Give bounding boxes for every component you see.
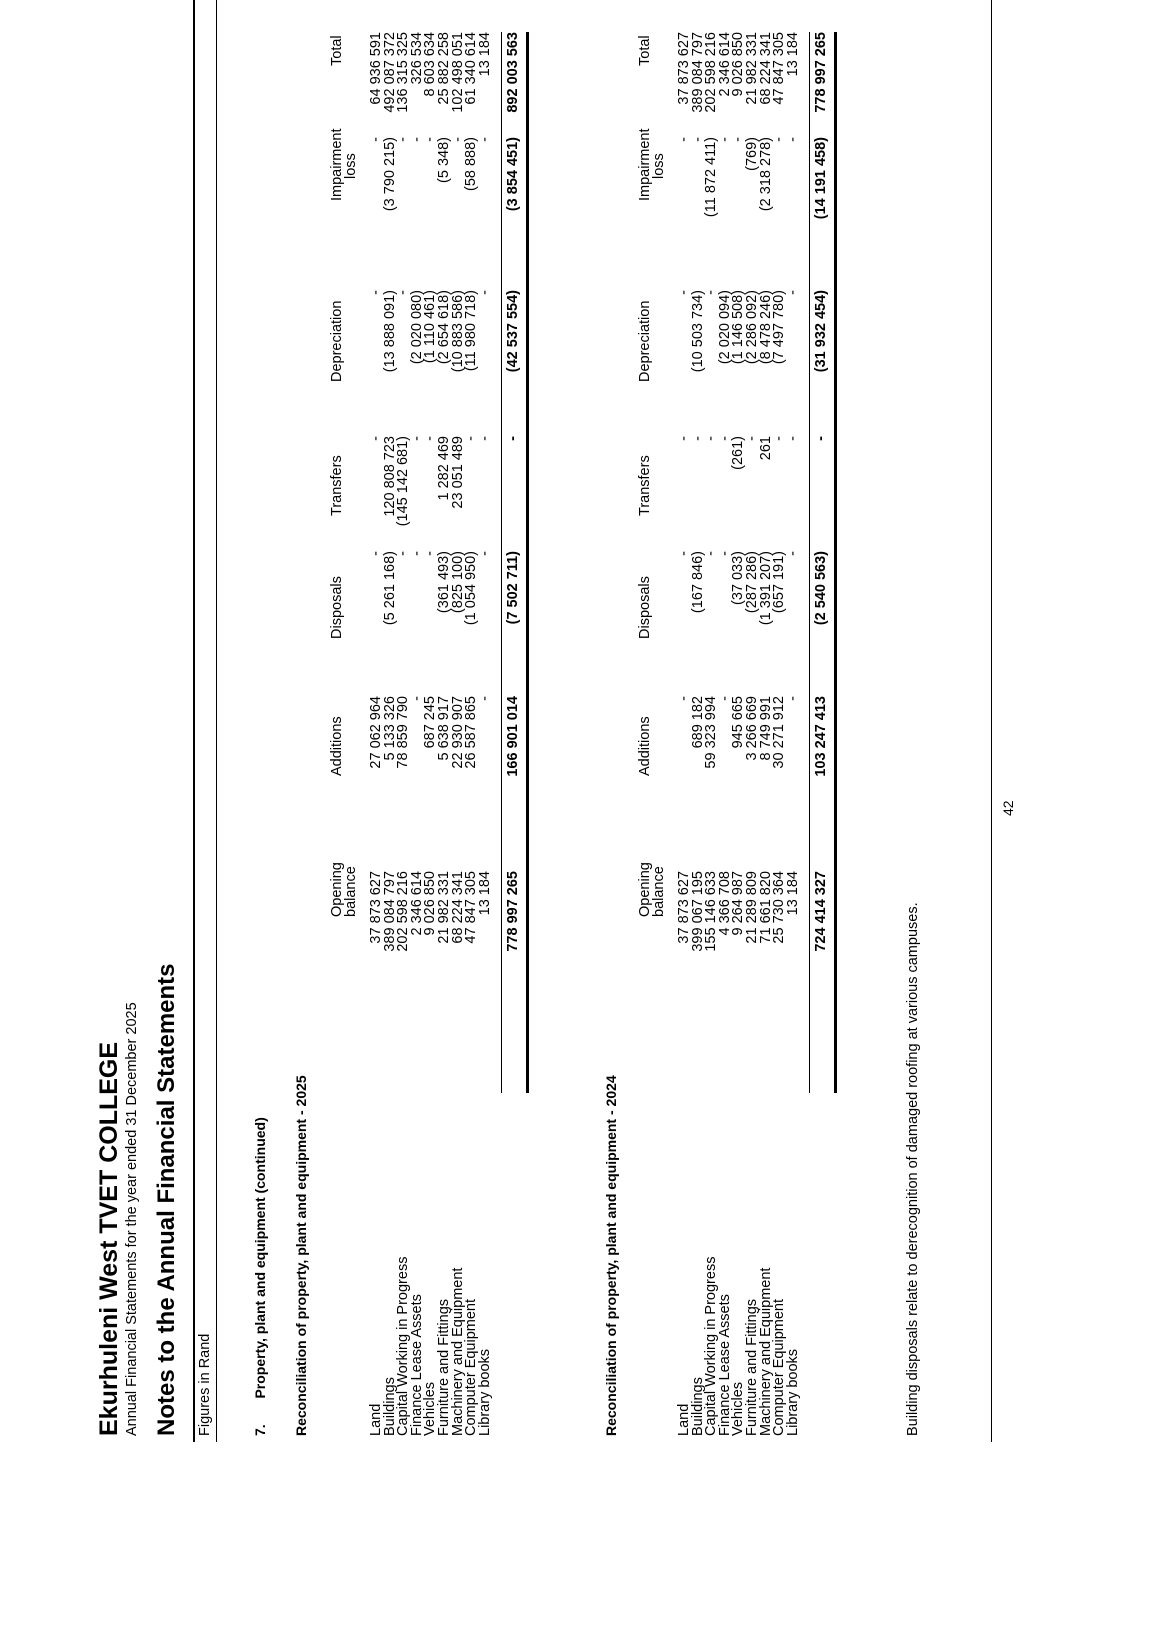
cell-depreciation: (1 146 508) (730, 290, 747, 365)
row-label: Computer Equipment (771, 1298, 788, 1436)
cell-depreciation: - (368, 290, 384, 295)
cell-impairment-loss: - (771, 137, 788, 142)
cell-disposals: (657 191) (771, 551, 788, 614)
col-header-opening-balance: Opening balance (637, 862, 667, 917)
footer-rule (991, 0, 992, 1442)
cell-impairment-loss: - (689, 137, 706, 142)
cell-transfers: - (368, 436, 384, 441)
cell-additions: - (408, 696, 425, 701)
cell-opening-balance: 399 067 195 (689, 871, 706, 952)
total-impairment-loss: (14 191 458) (813, 137, 830, 220)
page-title: Notes to the Annual Financial Statements (153, 963, 180, 1436)
cell-additions: - (676, 696, 692, 701)
cell-depreciation: (1 110 461) (422, 290, 439, 364)
header-rule (193, 0, 195, 1442)
row-label: Buildings (689, 1377, 706, 1436)
cell-disposals: (167 846) (689, 551, 706, 614)
cell-additions: - (476, 696, 493, 701)
col-header-disposals: Disposals (329, 576, 345, 639)
cell-transfers: 23 051 489 (449, 436, 466, 509)
cell-impairment-loss: (11 872 411) (703, 137, 720, 218)
row-label: Capital Working in Progress (703, 1256, 720, 1436)
cell-impairment-loss: - (676, 137, 692, 142)
total-total: 778 997 265 (813, 32, 830, 113)
cell-opening-balance: 13 184 (476, 871, 493, 916)
cell-additions: 945 665 (730, 696, 747, 749)
cell-total: 2 346 614 (716, 32, 733, 97)
cell-additions: 26 587 865 (463, 696, 480, 769)
total-rule-bottom (834, 32, 837, 1093)
page-number: 42 (1000, 800, 1016, 816)
cell-depreciation: - (395, 290, 412, 295)
cell-total: 64 936 591 (368, 32, 384, 105)
cell-impairment-loss: - (476, 137, 493, 142)
cell-opening-balance: 21 982 331 (436, 871, 452, 944)
cell-transfers: (261) (730, 436, 747, 470)
cell-depreciation: (8 478 246) (757, 290, 774, 365)
cell-transfers: - (784, 436, 801, 441)
cell-additions: 22 930 907 (449, 696, 466, 769)
cell-impairment-loss: - (730, 137, 747, 142)
col-header-opening-balance: Opening balance (329, 862, 359, 917)
cell-total: 492 087 372 (381, 32, 398, 113)
row-label: Machinery and Equipment (757, 1267, 774, 1436)
cell-transfers: - (463, 436, 480, 441)
cell-disposals: (361 493) (436, 551, 452, 614)
row-label: Land (368, 1403, 384, 1436)
cell-impairment-loss: - (716, 137, 733, 142)
cell-additions: 8 749 991 (757, 696, 774, 761)
col-header-disposals: Disposals (637, 576, 653, 639)
cell-additions: 59 323 994 (703, 696, 720, 769)
col-header-transfers: Transfers (637, 455, 653, 516)
table-2024-title: Reconciliation of property, plant and equipment - 2024 (603, 1075, 619, 1436)
col-header-depreciation: Depreciation (329, 300, 345, 382)
cell-additions: 27 062 964 (368, 696, 384, 769)
cell-opening-balance: 9 026 850 (422, 871, 439, 936)
cell-opening-balance: 37 873 627 (368, 871, 384, 944)
cell-disposals: - (716, 551, 733, 556)
cell-disposals: (287 286) (744, 551, 760, 614)
cell-depreciation: (2 020 094) (716, 290, 733, 365)
cell-disposals: (1 391 207) (757, 551, 774, 626)
cell-additions: 78 859 790 (395, 696, 412, 769)
total-disposals: (2 540 563) (813, 551, 830, 626)
cell-transfers: 261 (757, 436, 774, 461)
cell-additions: 30 271 912 (771, 696, 788, 769)
cell-depreciation: - (476, 290, 493, 295)
cell-disposals: (5 261 168) (381, 551, 398, 626)
cell-additions: 5 638 917 (436, 696, 452, 761)
row-label: Vehicles (730, 1381, 747, 1436)
section-number: 7. (252, 1424, 268, 1436)
cell-total: 9 026 850 (730, 32, 747, 97)
cell-transfers: - (744, 436, 760, 441)
figures-in-rand: Figures in Rand (197, 1333, 213, 1436)
cell-disposals: - (476, 551, 493, 556)
row-label: Buildings (381, 1377, 398, 1436)
cell-opening-balance: 2 346 614 (408, 871, 425, 936)
col-header-additions: Additions (329, 716, 345, 776)
cell-transfers: - (408, 436, 425, 441)
cell-impairment-loss: (3 790 215) (381, 137, 398, 212)
cell-total: 25 882 258 (436, 32, 452, 105)
col-header-depreciation: Depreciation (637, 300, 653, 382)
cell-disposals: - (703, 551, 720, 556)
cell-opening-balance: 13 184 (784, 871, 801, 916)
cell-depreciation: - (784, 290, 801, 295)
total-opening-balance: 778 997 265 (505, 871, 522, 952)
cell-total: 136 315 325 (395, 32, 412, 113)
cell-opening-balance: 68 224 341 (449, 871, 466, 944)
cell-impairment-loss: - (422, 137, 439, 142)
total-depreciation: (42 537 554) (505, 290, 522, 373)
cell-total: 68 224 341 (757, 32, 774, 105)
cell-disposals: - (784, 551, 801, 556)
col-header-impairment-loss: Impairment loss (329, 128, 359, 201)
cell-opening-balance: 202 598 216 (395, 871, 412, 952)
row-label: Capital Working in Progress (395, 1256, 412, 1436)
cell-opening-balance: 37 873 627 (676, 871, 692, 944)
cell-impairment-loss: - (449, 137, 466, 142)
row-label: Land (676, 1403, 692, 1436)
cell-transfers: - (476, 436, 493, 441)
cell-opening-balance: 47 847 305 (463, 871, 480, 944)
cell-opening-balance: 9 264 987 (730, 871, 747, 936)
cell-impairment-loss: (2 318 278) (757, 137, 774, 212)
cell-additions: 689 182 (689, 696, 706, 749)
section-heading (252, 1117, 268, 1436)
cell-depreciation: (2 020 080) (408, 290, 425, 365)
cell-opening-balance: 389 084 797 (381, 871, 398, 952)
total-total: 892 003 563 (505, 32, 522, 113)
cell-total: 61 340 614 (463, 32, 480, 105)
cell-disposals: (1 054 950) (463, 551, 480, 626)
cell-transfers: (145 142 681) (395, 436, 412, 527)
cell-disposals: - (395, 551, 412, 556)
col-header-total: Total (329, 35, 345, 66)
cell-total: 102 498 051 (449, 32, 466, 113)
cell-transfers: 1 282 469 (436, 436, 452, 501)
cell-depreciation: (10 883 586) (449, 290, 466, 373)
total-transfers: - (813, 436, 830, 441)
footnote: Building disposals relate to derecognition of damaged roofing at various campuses. (905, 902, 921, 1436)
col-header-additions: Additions (637, 716, 653, 776)
statement-subtitle: Annual Financial Statements for the year ended 31 December 2025 (124, 1002, 140, 1436)
total-rule-bottom (526, 32, 529, 1093)
table-2025 (330, 32, 580, 1436)
figures-rule (216, 0, 217, 1442)
row-label: Furniture and Fittings (436, 1298, 452, 1436)
cell-opening-balance: 21 289 809 (744, 871, 760, 944)
table-2024 (638, 32, 888, 1436)
row-label: Finance Lease Assets (716, 1294, 733, 1436)
cell-transfers: - (716, 436, 733, 441)
cell-depreciation: (7 497 780) (771, 290, 788, 365)
cell-disposals: (37 033) (730, 551, 747, 606)
cell-impairment-loss: - (784, 137, 801, 142)
section-title: Property, plant and equipment (continued) (252, 1117, 268, 1399)
cell-disposals: - (422, 551, 439, 556)
cell-additions: - (784, 696, 801, 701)
cell-impairment-loss: - (395, 137, 412, 142)
col-header-impairment-loss: Impairment loss (637, 128, 667, 201)
cell-depreciation: (10 503 734) (689, 290, 706, 373)
table-2025-title: Reconciliation of property, plant and equipment - 2025 (293, 1075, 309, 1436)
cell-transfers: - (703, 436, 720, 441)
cell-transfers: - (422, 436, 439, 441)
cell-transfers: 120 808 723 (381, 436, 398, 517)
cell-impairment-loss: - (408, 137, 425, 142)
cell-depreciation: (2 654 618) (436, 290, 452, 365)
cell-total: 21 982 331 (744, 32, 760, 105)
total-opening-balance: 724 414 327 (813, 871, 830, 952)
cell-total: 13 184 (476, 32, 493, 77)
row-label: Library books (784, 1348, 801, 1436)
cell-additions: - (716, 696, 733, 701)
cell-impairment-loss: - (368, 137, 384, 142)
cell-opening-balance: 25 730 364 (771, 871, 788, 944)
total-rule-top (809, 32, 810, 1093)
row-label: Finance Lease Assets (408, 1294, 425, 1436)
cell-opening-balance: 4 366 708 (716, 871, 733, 936)
cell-transfers: - (676, 436, 692, 441)
row-label: Furniture and Fittings (744, 1298, 760, 1436)
total-transfers: - (505, 436, 522, 441)
cell-impairment-loss: (58 888) (463, 137, 480, 192)
cell-depreciation: (11 980 718) (463, 290, 480, 372)
cell-additions: 5 133 326 (381, 696, 398, 761)
cell-additions: 687 245 (422, 696, 439, 749)
cell-disposals: - (676, 551, 692, 556)
total-additions: 166 901 014 (505, 696, 522, 777)
cell-depreciation: - (703, 290, 720, 295)
cell-opening-balance: 155 146 633 (703, 871, 720, 952)
total-disposals: (7 502 711) (505, 551, 522, 625)
cell-disposals: - (408, 551, 425, 556)
cell-total: 13 184 (784, 32, 801, 77)
cell-impairment-loss: (769) (744, 137, 760, 171)
cell-opening-balance: 71 661 820 (757, 871, 774, 944)
cell-additions: 3 266 669 (744, 696, 760, 761)
cell-transfers: - (771, 436, 788, 441)
row-label: Vehicles (422, 1381, 439, 1436)
col-header-total: Total (637, 35, 653, 66)
cell-total: 202 598 216 (703, 32, 720, 113)
cell-total: 47 847 305 (771, 32, 788, 105)
cell-disposals: (825 100) (449, 551, 466, 614)
cell-depreciation: - (676, 290, 692, 295)
college-name: Ekurhuleni West TVET COLLEGE (95, 1041, 123, 1436)
cell-total: 8 603 634 (422, 32, 439, 97)
cell-total: 389 084 797 (689, 32, 706, 113)
total-depreciation: (31 932 454) (813, 290, 830, 373)
row-label: Computer Equipment (463, 1298, 480, 1436)
total-rule-top (501, 32, 502, 1093)
row-label: Library books (476, 1348, 493, 1436)
cell-depreciation: (13 888 091) (381, 290, 398, 373)
cell-depreciation: (2 286 092) (744, 290, 760, 365)
cell-disposals: - (368, 551, 384, 556)
col-header-transfers: Transfers (329, 455, 345, 516)
total-additions: 103 247 413 (813, 696, 830, 777)
cell-total: 37 873 627 (676, 32, 692, 105)
cell-impairment-loss: (5 348) (436, 137, 452, 183)
total-impairment-loss: (3 854 451) (505, 137, 522, 212)
cell-transfers: - (689, 436, 706, 441)
cell-total: 326 534 (408, 32, 425, 85)
row-label: Machinery and Equipment (449, 1267, 466, 1436)
